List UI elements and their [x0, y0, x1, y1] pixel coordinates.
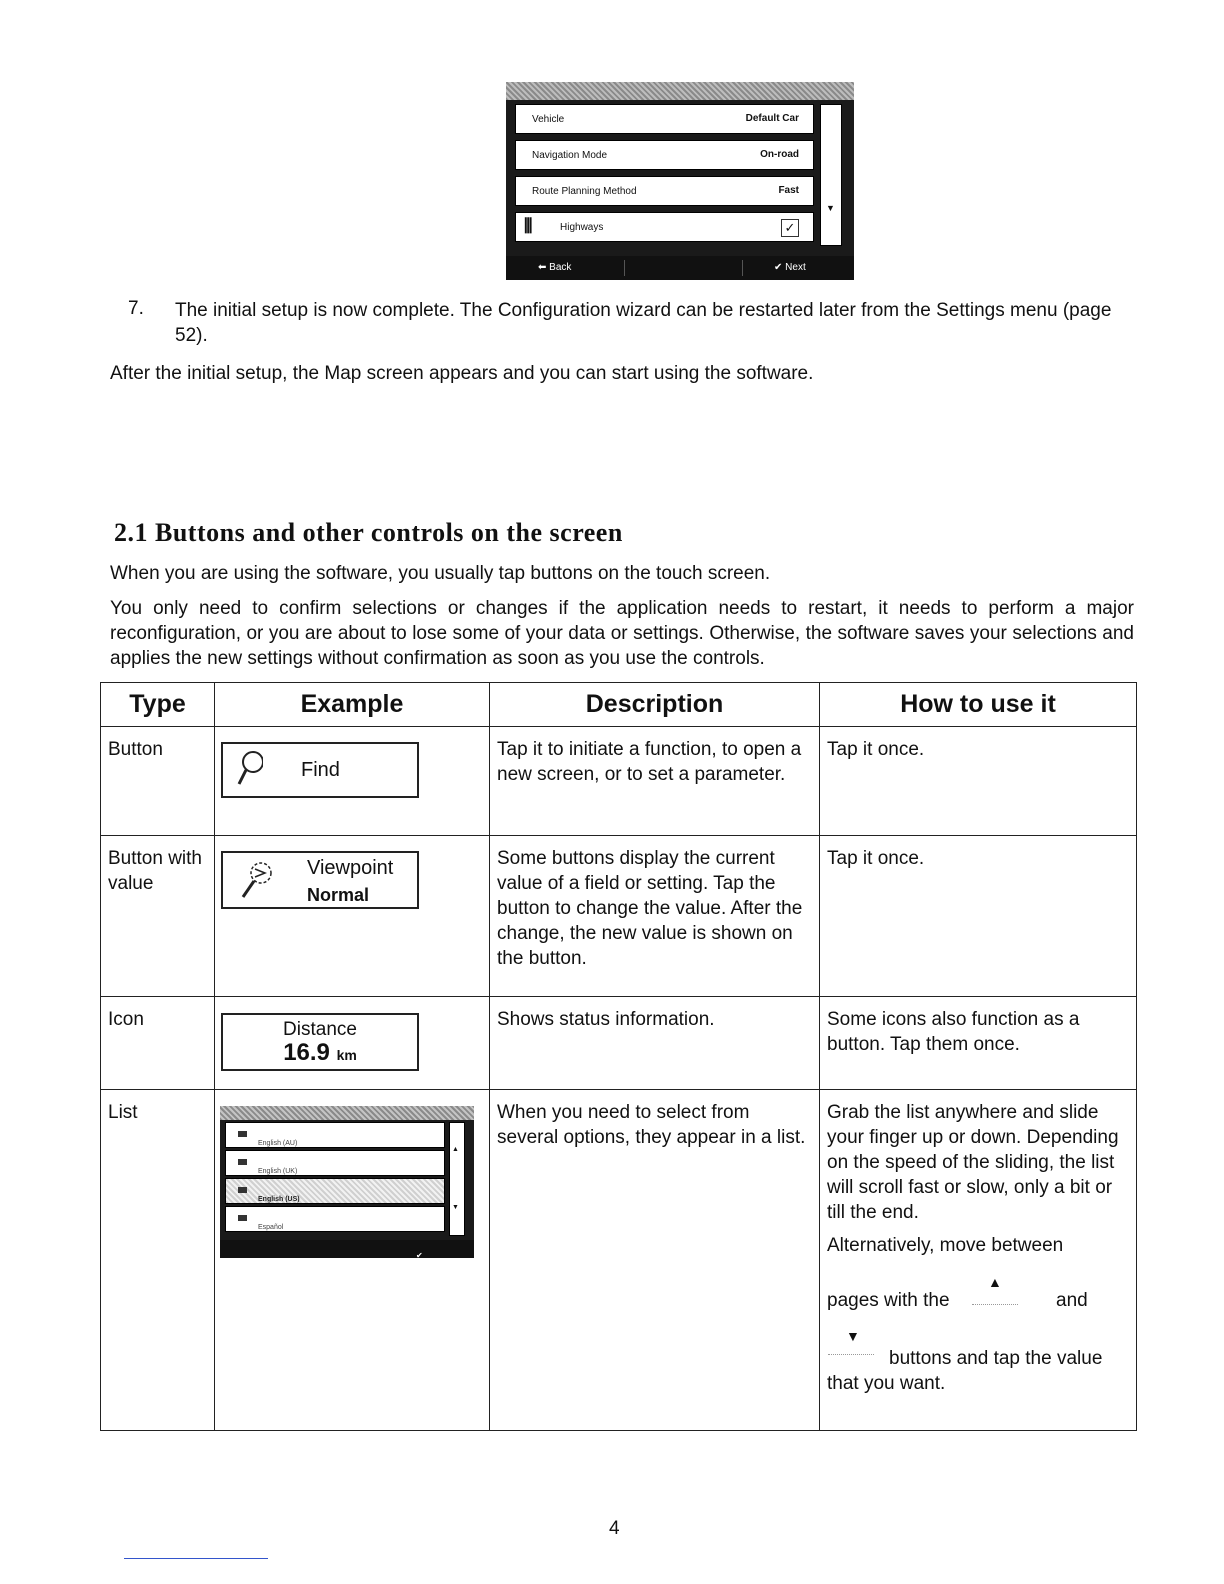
- table-header-row: [101, 683, 1137, 727]
- scroll-up-icon[interactable]: ▲: [452, 1146, 459, 1153]
- page-up-button[interactable]: [972, 1304, 1018, 1305]
- navigation-mode-row[interactable]: [515, 140, 814, 170]
- magnifier-icon: [237, 748, 263, 792]
- table-row: [101, 727, 1137, 836]
- route-planning-value: Fast: [778, 185, 799, 196]
- find-button[interactable]: [221, 742, 419, 798]
- find-label: Find: [301, 759, 340, 781]
- back-label: Back: [549, 262, 572, 273]
- configuration-wizard-screenshot: [506, 82, 854, 280]
- highway-icon: ⫴: [524, 216, 533, 238]
- howto-pages-text: pages with the: [827, 1290, 950, 1311]
- header-description: Description: [490, 683, 820, 727]
- next-label: Next: [785, 262, 806, 273]
- howto-cell: Tap it once.: [827, 848, 925, 869]
- header-type: Type: [101, 683, 215, 727]
- list-item[interactable]: [225, 1150, 445, 1176]
- list-item-selected[interactable]: [225, 1178, 445, 1204]
- howto-and-text: and: [1056, 1290, 1088, 1311]
- vehicle-label: Vehicle: [532, 114, 565, 125]
- page-number: 4: [609, 1518, 620, 1539]
- header-example: Example: [215, 683, 490, 727]
- distance-label: Distance: [283, 1019, 357, 1040]
- list-header: [220, 1106, 474, 1120]
- howto-cell: Tap it once.: [827, 739, 925, 760]
- screenshot-header: [506, 82, 854, 100]
- list-item[interactable]: [225, 1206, 445, 1232]
- after-setup-text: After the initial setup, the Map screen appears and you can start using the software.: [110, 363, 814, 384]
- description-cell: Some buttons display the current value of a field or setting. Tap the button to change the value. After the change, the new value is shown on the button.: [497, 848, 803, 969]
- back-button[interactable]: [538, 262, 571, 273]
- table-row: [101, 997, 1137, 1090]
- checkmark-icon: ✔: [774, 262, 783, 273]
- list-scrollbar[interactable]: [449, 1122, 465, 1236]
- howto-end-text: buttons and tap the value that you want.: [827, 1348, 1103, 1394]
- highways-checkbox[interactable]: ✓: [781, 219, 799, 237]
- distance-value-wrap: [223, 1040, 417, 1068]
- list-item-label: Español: [258, 1224, 284, 1231]
- language-list-example: [220, 1106, 632, 1263]
- list-footer: [220, 1240, 632, 1263]
- list-item-label: English (AU): [258, 1140, 298, 1147]
- description-cell: Tap it to initiate a function, to open a new screen, or to set a parameter.: [497, 739, 802, 785]
- navigation-mode-label: Navigation Mode: [532, 150, 608, 161]
- vehicle-row[interactable]: [515, 104, 814, 134]
- howto-alt-text: Alternatively, move between: [827, 1235, 1064, 1256]
- section-paragraph-1: When you are using the software, you usually tap buttons on the touch screen.: [110, 563, 771, 584]
- footer-rule: [124, 1558, 268, 1559]
- section-paragraph-2: You only need to confirm selections or changes if the application needs to restart, it needs to perform a major reconfiguration, or you are about to lose some of your data or settings. Otherwise, the software saves your selections and applies the new settings without confirmation as soon as you use the controls.: [110, 598, 1134, 669]
- page-up-arrow-icon: ▲: [988, 1274, 1002, 1290]
- viewpoint-button[interactable]: [221, 851, 419, 909]
- controls-table: [100, 682, 1137, 1431]
- type-cell: List: [108, 1102, 138, 1123]
- vehicle-value: Default Car: [745, 113, 799, 124]
- howto-cell: Some icons also function as a button. Tap them once.: [827, 1009, 1080, 1055]
- distance-unit: km: [336, 1047, 357, 1063]
- type-cell: Button: [108, 739, 163, 760]
- list-item-label: English (US): [258, 1196, 300, 1203]
- done-button[interactable]: ✔ Done: [416, 1243, 423, 1268]
- type-cell: Button with value: [108, 848, 202, 894]
- header-how-to-use: How to use it: [820, 683, 1137, 727]
- route-planning-row[interactable]: [515, 176, 814, 206]
- done-label: Done: [612, 1254, 632, 1263]
- description-cell: Shows status information.: [497, 1009, 715, 1030]
- flag-icon: [238, 1215, 247, 1221]
- scroll-down-icon[interactable]: ▼: [452, 1204, 459, 1211]
- howto-cell: Grab the list anywhere and slide your finger up or down. Depending on the speed of the sliding, the list will scroll fast or slow, only a bit or till the end.: [827, 1102, 1119, 1223]
- highways-row[interactable]: [515, 212, 814, 242]
- back-arrow-icon: ⬅: [538, 262, 547, 273]
- footer-divider: [624, 260, 625, 276]
- page-down-line: [820, 1318, 1136, 1394]
- scroll-down-icon[interactable]: ▼: [826, 203, 835, 213]
- section-heading: 2.1 Buttons and other controls on the screen: [114, 518, 623, 547]
- description-cell: When you need to select from several options, they appear in a list.: [497, 1102, 806, 1148]
- route-planning-label: Route Planning Method: [532, 186, 637, 197]
- flag-icon: [238, 1159, 247, 1165]
- page-up-line: [820, 1258, 1136, 1318]
- page-down-arrow-icon: ▼: [846, 1328, 860, 1344]
- screenshot-footer: [506, 256, 854, 280]
- navigation-mode-value: On-road: [760, 149, 799, 160]
- viewpoint-label: Viewpoint: [307, 857, 394, 879]
- highways-label: Highways: [560, 222, 604, 233]
- step-text: The initial setup is now complete. The Configuration wizard can be restarted later from the Settings menu (page 52).: [175, 300, 1112, 346]
- type-cell: Icon: [108, 1009, 144, 1030]
- screenshot-scrollbar[interactable]: [820, 104, 842, 246]
- list-item-label: English (UK): [258, 1168, 298, 1175]
- flag-icon: [238, 1131, 247, 1137]
- next-button[interactable]: [774, 262, 806, 273]
- viewpoint-value: Normal: [307, 885, 370, 905]
- step-number: 7.: [128, 298, 144, 319]
- distance-value: 16.9: [283, 1039, 330, 1066]
- list-item[interactable]: [225, 1122, 445, 1148]
- table-row: [101, 836, 1137, 997]
- flag-icon: [238, 1187, 247, 1193]
- footer-divider: [742, 260, 743, 276]
- table-row: [101, 1090, 1137, 1431]
- distance-indicator: [221, 1013, 419, 1071]
- viewpoint-magnifier-icon: [235, 857, 277, 903]
